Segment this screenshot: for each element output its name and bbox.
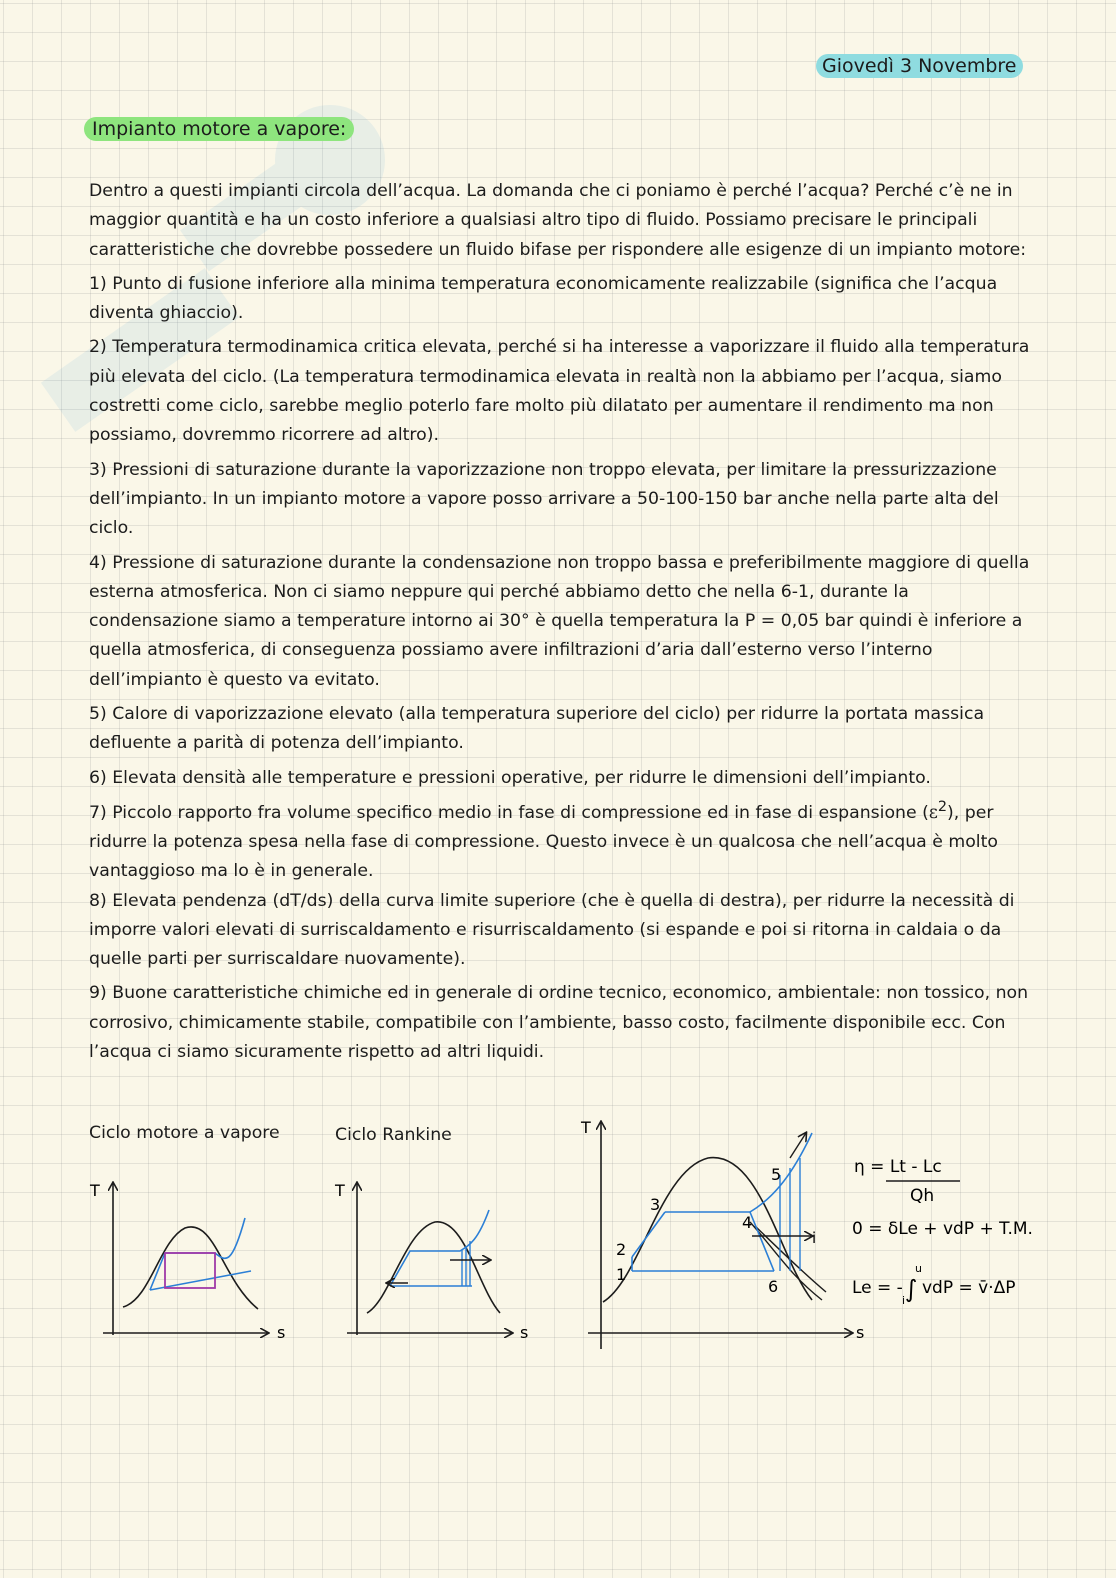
point-label-i: i xyxy=(812,1229,817,1247)
caption-ciclo-rankine: Ciclo Rankine xyxy=(335,1125,452,1145)
intro-paragraph: Dentro a questi impianti circola dell’acqua. La domanda che ci poniamo è perché l’acqua? Perché c’è ne in maggior quantità e ha un costo inferiore a qualsiasi altro tipo di fluido. Possiamo precisare le principali caratteristiche che dovrebbe possedere un fluido bifase per rispondere alle esigenze di un impianto motore: xyxy=(89,181,1027,260)
point-9: 9) Buone caratteristiche chimiche ed in generale di ordine tecnico, economico, ambientale: non tossico, non corrosivo, chimicamente stabile, compatibile con l’ambiente, basso costo, facilmente disponibile ecc. Con l’acqua ci siamo sicuramente rispetto ad altri liquidi. xyxy=(89,983,1029,1063)
s-axis-label: s xyxy=(520,1323,529,1342)
point-label-3: 3 xyxy=(650,1195,661,1214)
point-2: 2) Temperatura termodinamica critica elevata, perché si ha interesse a vaporizzare il fluido alla temperatura più elevata del ciclo. (La temperatura termodinamica elevata in realtà non la abbiamo per l’acqua, siamo costretti come ciclo, sarebbe meglio poterlo fare molto più dilatato per aumentare il rendimento ma non possiamo, dovremmo ricorrere ad altro). xyxy=(89,337,1030,446)
s-axis-label: s xyxy=(277,1323,286,1342)
point-4: 4) Pressione di saturazione durante la condensazione non troppo bassa e preferibilmente maggiore di quella esterna atmosferica. Non ci siamo neppure qui perché abbiamo detto che nella 6-1, durante la condensazione siamo a temperature intorno ai 30° è quella temperatura la P = 0,05 bar quindi è inferiore a quella atmosferica, di conseguenza possiamo avere infiltrazioni d’aria dall’esterno verso l’interno dell’impianto è questo va evitato. xyxy=(89,552,1030,690)
point-label-4: 4 xyxy=(742,1213,753,1232)
heating-line xyxy=(632,1212,665,1257)
t-axis-label: T xyxy=(90,1181,100,1200)
s-axis-label: s xyxy=(856,1323,865,1342)
date-label: Giovedì 3 Novembre xyxy=(816,54,1023,78)
point-5: 5) Calore di vaporizzazione elevato (alla temperatura superiore del ciclo) per ridurre la portata massica defluente a parità di potenza dell’impianto. xyxy=(89,704,985,754)
formula-work-rhs: vdP = v̄·ΔP xyxy=(922,1278,1016,1298)
formula-efficiency: η = Lt - Lc xyxy=(854,1157,942,1177)
integral-sign: ∫ xyxy=(905,1275,918,1303)
formula-energy-balance: 0 = δLe + vdP + T.M. xyxy=(852,1219,1033,1239)
diagram-ciclo-motore xyxy=(89,1181,285,1342)
t-axis-label: T xyxy=(581,1118,591,1137)
formula-work-lhs: Le = - xyxy=(852,1278,903,1298)
point-6: 6) Elevata densità alle temperature e pressioni operative, per ridurre le dimensioni dell’impianto. xyxy=(89,767,931,788)
point-8: 8) Elevata pendenza (dT/ds) della curva limite superiore (che è quella di destra), per ridurre la necessità di imporre valori elevati di surriscaldamento e risurriscaldamento (si espande e poi si ritorna in caldaia o da quelle parti per surriscaldare nuovamente). xyxy=(89,890,1015,970)
formulas xyxy=(852,1157,1033,1307)
epsilon-exponent: 2 xyxy=(937,798,948,815)
point-7: 7) Piccolo rapporto fra volume specifico medio in fase di compressione ed in fase di espansione $(\varepsilon^2)$, per ridurre la potenza spesa nella fase di compressione. Questo invece è un qualcosa che nell’acqua è molto vantaggioso ma lo è in generale. xyxy=(89,798,998,882)
point-3: 3) Pressioni di saturazione durante la vaporizzazione non troppo elevata, per limitare la pressurizzazione dell’impianto. In un impianto motore a vapore posso arrivare a 50-100-150 bar anche nella parte alta del ciclo. xyxy=(89,459,999,539)
point-1: 1) Punto di fusione inferiore alla minima temperatura economicamente realizzabile (significa che l’acqua diventa ghiaccio). xyxy=(89,273,998,324)
diagram-ciclo-rankine xyxy=(334,1181,528,1342)
t-axis-label: T xyxy=(335,1181,345,1200)
point-label-6: 6 xyxy=(768,1277,779,1296)
integral-upper-limit: u xyxy=(915,1262,922,1275)
up-arrow xyxy=(790,1133,806,1158)
caption-ciclo-motore: Ciclo motore a vapore xyxy=(89,1123,280,1143)
formula-efficiency-denominator: Qh xyxy=(910,1186,935,1206)
integral-lower-limit: i xyxy=(902,1294,906,1307)
point-label-2: 2 xyxy=(616,1240,627,1259)
point-label-1: 1 xyxy=(616,1265,627,1284)
page-title: Impianto motore a vapore: xyxy=(84,117,354,141)
point-label-5: 5 xyxy=(771,1165,782,1184)
epsilon-symbol: ε xyxy=(928,802,938,823)
diagram-cycle-numbered xyxy=(580,1118,864,1349)
saturation-dome xyxy=(367,1222,500,1313)
